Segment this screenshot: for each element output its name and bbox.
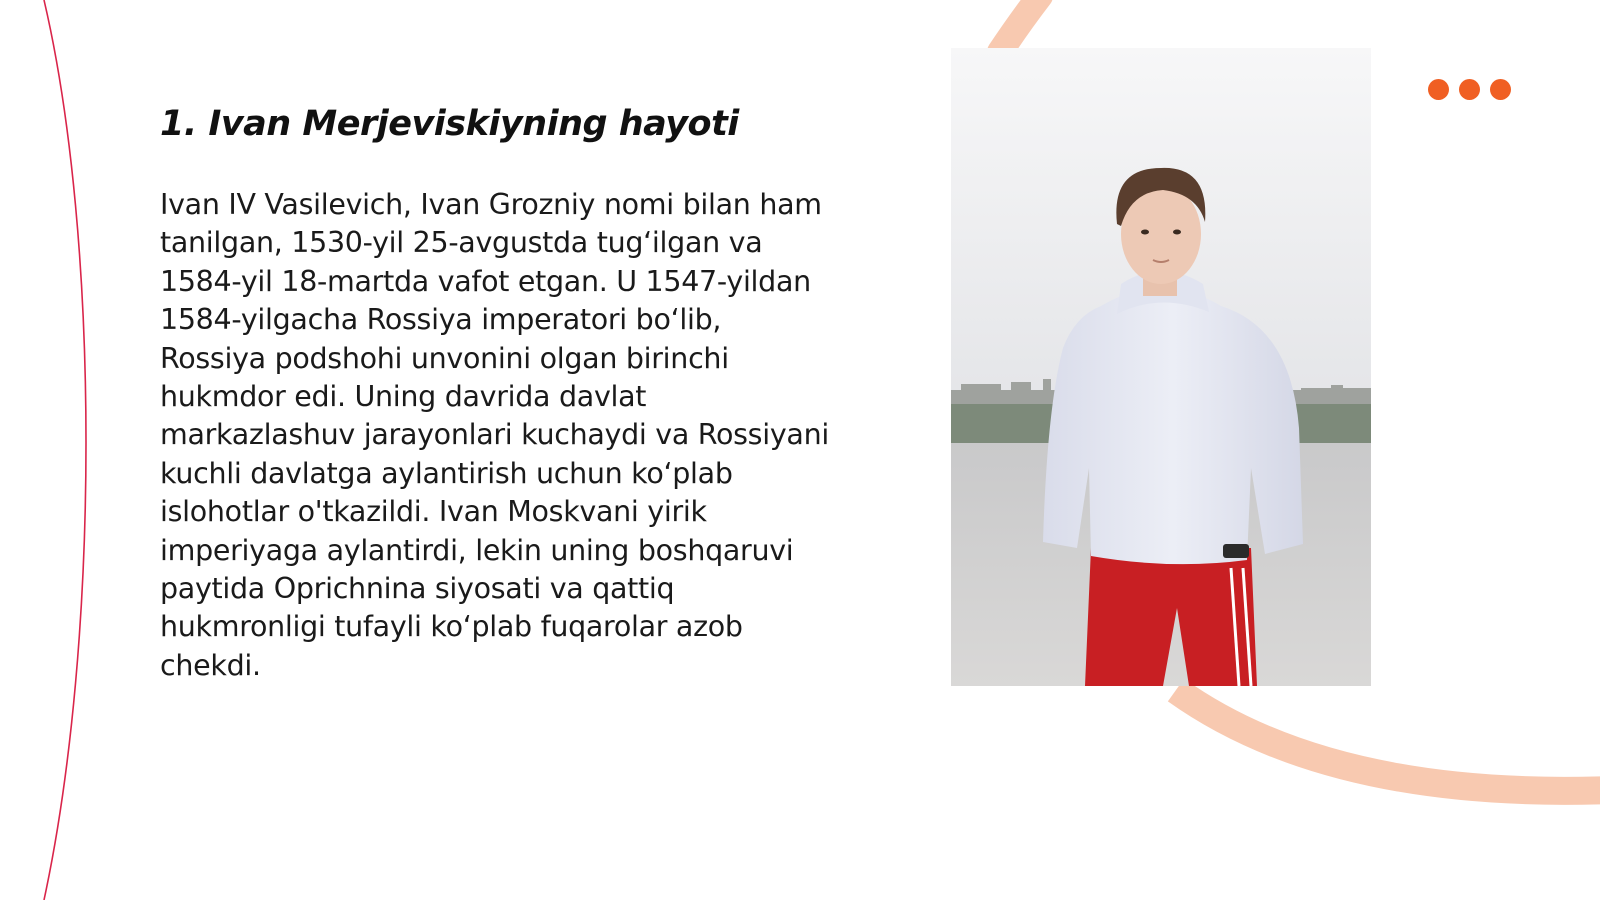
slide-title: 1. Ivan Merjeviskiyning hayoti: [160, 104, 739, 144]
person-photo: [951, 48, 1371, 686]
bottom-arc: [1176, 690, 1600, 791]
slide-body-text: Ivan IV Vasilevich, Ivan Grozniy nomi bilan ham tanilgan, 1530-yil 25-avgustda tug‘ilgan va 1584-yil 18-martda vafot etgan. U 1547-yildan 1584-yilgacha Rossiya imperatori bo‘lib, Rossiya podshohi unvonini olgan birinchi hukmdor edi. Uning davrida davlat markazlashuv jarayonlari kuchaydi va Rossiyani kuchli davlatga aylantirish uchun ko‘plab islohotlar o'tkazildi. Ivan Moskvani yirik imperiyaga aylantirdi, lekin uning boshqaruvi paytida Oprichnina siyosati va qattiq hukmronligi tufayli ko‘plab fuqarolar azob chekdi.: [160, 188, 829, 682]
dot: [1428, 79, 1449, 100]
photo-illustration: [951, 48, 1371, 686]
left-curve-line: [44, 0, 86, 900]
top-arc: [1000, 0, 1040, 52]
three-dots-icon: [1428, 79, 1511, 100]
dot: [1459, 79, 1480, 100]
dot: [1490, 79, 1511, 100]
